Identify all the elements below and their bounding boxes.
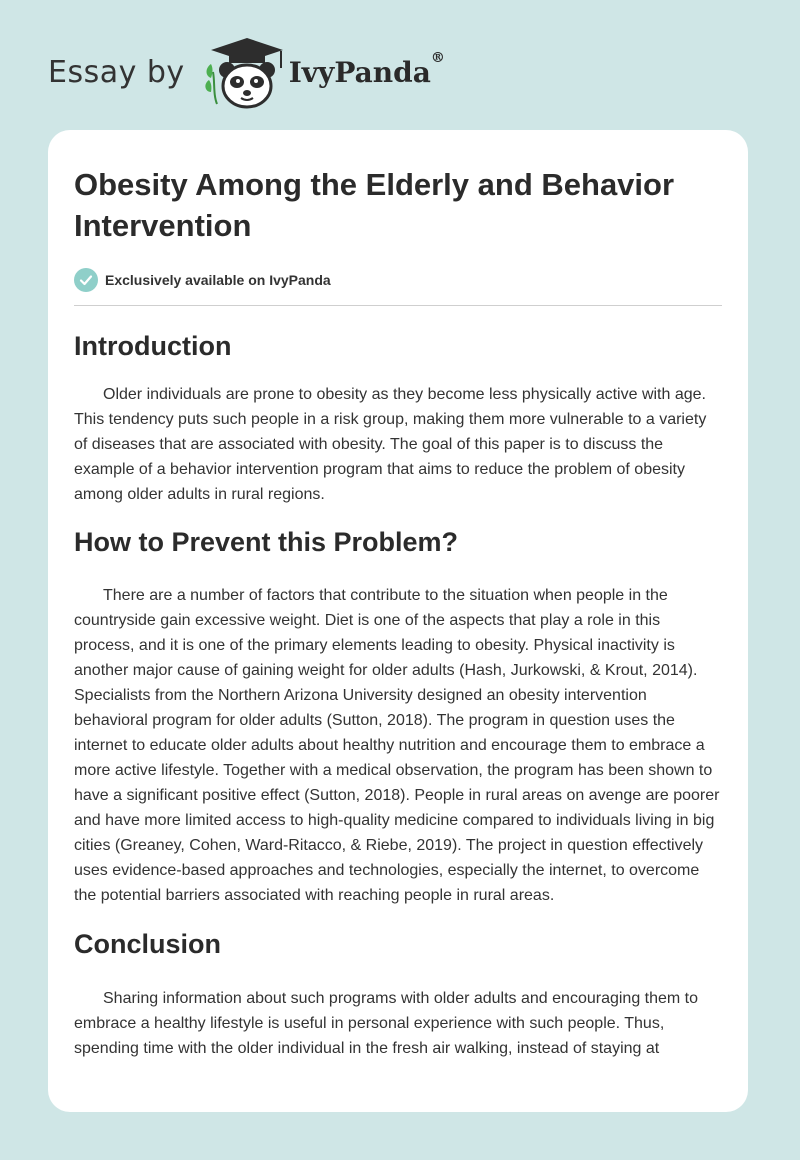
exclusive-badge — [74, 268, 722, 292]
site-brand[interactable] — [48, 34, 445, 110]
section-heading-introduction: Introduction — [74, 331, 232, 361]
section-paragraph-prevention: There are a number of factors that contribute to the situation when people in the countryside gain excessive weight. Diet is one of the aspects that play a role in this process, and it is one of the primary elements leading to obesity. Physical inactivity is another major cause of gaining weight for older adults (Hash, Jurkowski, & Krout, 2014). Specialists from the Northern Arizona University designed an obesity intervention behavioral program for older adults (Sutton, 2018). The program in question uses the internet to educate older adults about healthy nutrition and encourage them to embrace a more active lifestyle. Together with a medical observation, the program has been shown to have a significant positive effect (Sutton, 2018). People in rural areas on avenge are poorer and have more limited access to high-quality medicine compared to individuals living in big cities (Greaney, Cohen, Ward-Ritacco, & Riebe, 2019). The project in question effectively uses evidence-based approaches and technologies, especially the internet, to overcome the potential barriers associated with reaching people in rural areas. — [74, 587, 720, 904]
checkmark-icon — [74, 268, 98, 292]
brand-name-text: IvyPanda — [288, 55, 431, 89]
panda-logo-icon — [199, 34, 289, 110]
section-heading-prevention: How to Prevent this Problem? — [74, 527, 459, 557]
registered-mark: ® — [430, 49, 445, 66]
exclusive-label: Exclusively available on IvyPanda — [105, 272, 331, 288]
checkmark-svg — [79, 273, 93, 287]
title-divider — [74, 305, 722, 306]
brand-prefix: Essay by — [48, 54, 185, 90]
panda-logo-svg — [199, 34, 289, 110]
essay-title: Obesity Among the Elderly and Behavior Intervention — [74, 167, 675, 243]
essay-card — [48, 130, 748, 1112]
section-paragraph-conclusion: Sharing information about such programs with older adults and encouraging them to embrace a healthy lifestyle is useful in personal experience with such people. Thus, spending time with the older individual in the fresh air walking, instead of staying at — [74, 990, 699, 1057]
section-paragraph-introduction: Older individuals are prone to obesity as they become less physically active with age. This tendency puts such people in a risk group, making them more vulnerable to a variety of diseases that are associated with obesity. The goal of this paper is to discuss the example of a behavior intervention program that aims to reduce the problem of obesity among older adults in rural regions. — [74, 386, 707, 503]
brand-name — [288, 49, 445, 89]
section-heading-conclusion: Conclusion — [74, 929, 221, 959]
